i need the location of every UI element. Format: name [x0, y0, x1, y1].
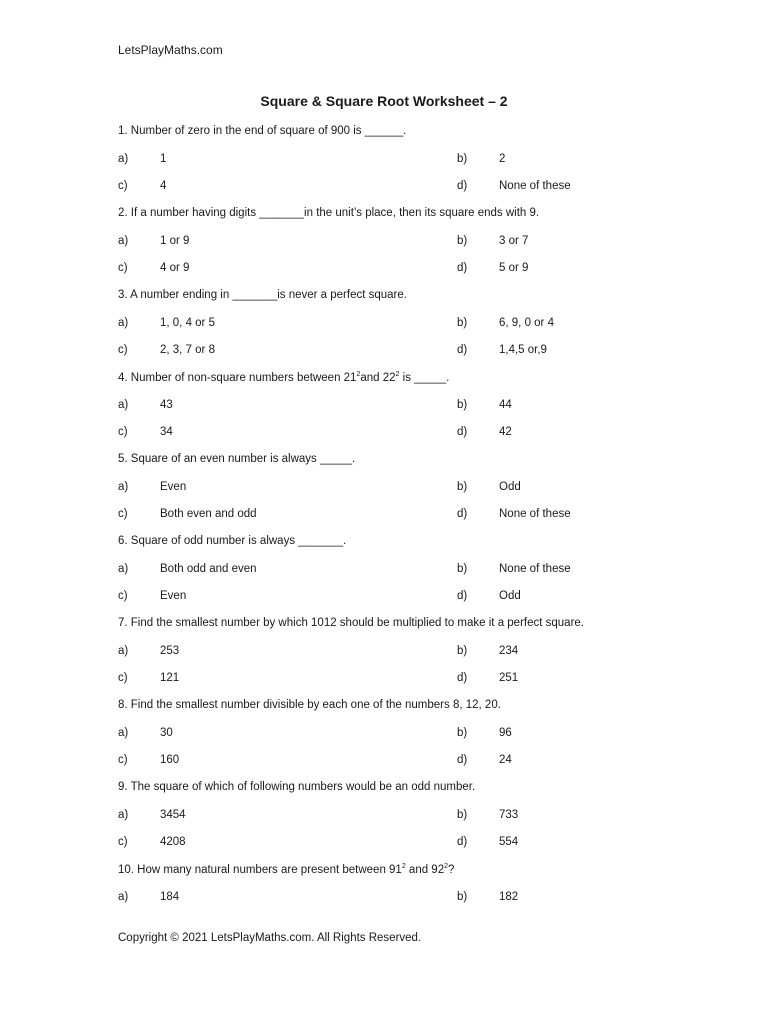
option-text: 234	[499, 645, 519, 657]
option-text: 184	[160, 891, 180, 903]
question-text: is _____.	[399, 372, 450, 384]
option-text: 2, 3, 7 or 8	[160, 344, 215, 356]
option-text: 1,4,5 or,9	[499, 344, 547, 356]
exponent: 2	[444, 863, 449, 870]
option-text: 253	[160, 645, 180, 657]
option-text: Odd	[499, 481, 521, 493]
copyright-footer: Copyright © 2021 LetsPlayMaths.com. All Rights Reserved.	[118, 932, 422, 944]
option-letter: c)	[118, 754, 128, 766]
option-text: 733	[499, 809, 519, 821]
question-2	[118, 207, 539, 219]
option-text: 182	[499, 891, 519, 903]
question-3	[118, 289, 407, 301]
option-text: 42	[499, 426, 512, 438]
option-text: Both odd and even	[160, 563, 257, 575]
option-text: Even	[160, 590, 187, 602]
question-text: 1. Number of zero in the end of square of 900 is ______.	[118, 125, 407, 137]
option-letter: d)	[457, 426, 468, 438]
option-letter: b)	[457, 563, 468, 575]
option-text: 554	[499, 836, 519, 848]
option-text: 24	[499, 754, 512, 766]
option-text: 1	[160, 153, 167, 165]
option-text: None of these	[499, 563, 571, 575]
option-letter: c)	[118, 426, 128, 438]
question-text: 7. Find the smallest number by which 1012 should be multiplied to make it a perfect square.	[118, 617, 584, 629]
question-text: 5. Square of an even number is always _____.	[118, 453, 356, 465]
question-4	[118, 371, 449, 384]
option-letter: d)	[457, 344, 468, 356]
option-letter: a)	[118, 645, 129, 657]
option-letter: d)	[457, 508, 468, 520]
option-text: 4208	[160, 836, 186, 848]
option-letter: b)	[457, 235, 468, 247]
option-text: Even	[160, 481, 187, 493]
question-text: 2. If a number having digits _______in the unit’s place, then its square ends with 9.	[118, 207, 540, 219]
question-text: 6. Square of odd number is always _______.	[118, 535, 347, 547]
option-letter: c)	[118, 262, 128, 274]
option-text: None of these	[499, 180, 571, 192]
option-letter: d)	[457, 754, 468, 766]
question-text: ?	[448, 864, 455, 876]
option-letter: c)	[118, 508, 128, 520]
question-text: 8. Find the smallest number divisible by each one of the numbers 8, 12, 20.	[118, 699, 501, 711]
option-text: 5 or 9	[499, 262, 529, 274]
question-5	[118, 453, 355, 465]
option-text: None of these	[499, 508, 571, 520]
option-text: 43	[160, 399, 173, 411]
option-letter: a)	[118, 153, 129, 165]
option-text: Both even and odd	[160, 508, 257, 520]
option-letter: d)	[457, 836, 468, 848]
page-title: Square & Square Root Worksheet – 2	[260, 93, 508, 109]
question-text: 9. The square of which of following numbers would be an odd number.	[118, 781, 476, 793]
option-letter: a)	[118, 317, 129, 329]
option-letter: c)	[118, 344, 128, 356]
question-1	[118, 125, 406, 137]
question-text: 4. Number of non-square numbers between 21	[118, 372, 357, 384]
question-8	[118, 699, 501, 711]
option-letter: c)	[118, 590, 128, 602]
question-9	[118, 781, 475, 793]
question-text: and 22	[360, 372, 396, 384]
option-letter: a)	[118, 563, 129, 575]
option-letter: a)	[118, 809, 129, 821]
option-text: 44	[499, 399, 512, 411]
option-letter: b)	[457, 727, 468, 739]
option-text: 2	[499, 153, 506, 165]
option-letter: a)	[118, 235, 129, 247]
option-text: 34	[160, 426, 173, 438]
question-6	[118, 535, 346, 547]
question-text: 10. How many natural numbers are present between 91	[118, 864, 402, 876]
option-text: 3454	[160, 809, 186, 821]
option-letter: b)	[457, 481, 468, 493]
option-letter: b)	[457, 153, 468, 165]
option-text: 160	[160, 754, 180, 766]
option-letter: a)	[118, 727, 129, 739]
option-letter: b)	[457, 645, 468, 657]
option-letter: a)	[118, 891, 129, 903]
exponent: 2	[356, 371, 361, 378]
option-text: 1 or 9	[160, 235, 190, 247]
option-letter: b)	[457, 317, 468, 329]
option-letter: c)	[118, 672, 128, 684]
option-text: 4	[160, 180, 167, 192]
option-letter: d)	[457, 262, 468, 274]
option-text: 4 or 9	[160, 262, 190, 274]
option-text: 121	[160, 672, 180, 684]
question-10	[118, 863, 454, 876]
option-text: 3 or 7	[499, 235, 529, 247]
option-letter: b)	[457, 809, 468, 821]
exponent: 2	[401, 863, 406, 870]
option-text: 6, 9, 0 or 4	[499, 317, 554, 329]
option-letter: c)	[118, 836, 128, 848]
option-letter: c)	[118, 180, 128, 192]
option-letter: d)	[457, 180, 468, 192]
option-letter: d)	[457, 590, 468, 602]
option-letter: b)	[457, 891, 468, 903]
option-text: 30	[160, 727, 173, 739]
option-letter: a)	[118, 399, 129, 411]
exponent: 2	[395, 371, 400, 378]
option-text: 96	[499, 727, 512, 739]
question-text: 3. A number ending in _______is never a perfect square.	[118, 289, 407, 301]
site-name: LetsPlayMaths.com	[118, 43, 223, 57]
option-letter: d)	[457, 672, 468, 684]
option-letter: b)	[457, 399, 468, 411]
option-text: 251	[499, 672, 519, 684]
option-text: Odd	[499, 590, 521, 602]
option-text: 1, 0, 4 or 5	[160, 317, 215, 329]
question-text: and 92	[405, 864, 445, 876]
option-letter: a)	[118, 481, 129, 493]
question-7	[118, 617, 584, 629]
